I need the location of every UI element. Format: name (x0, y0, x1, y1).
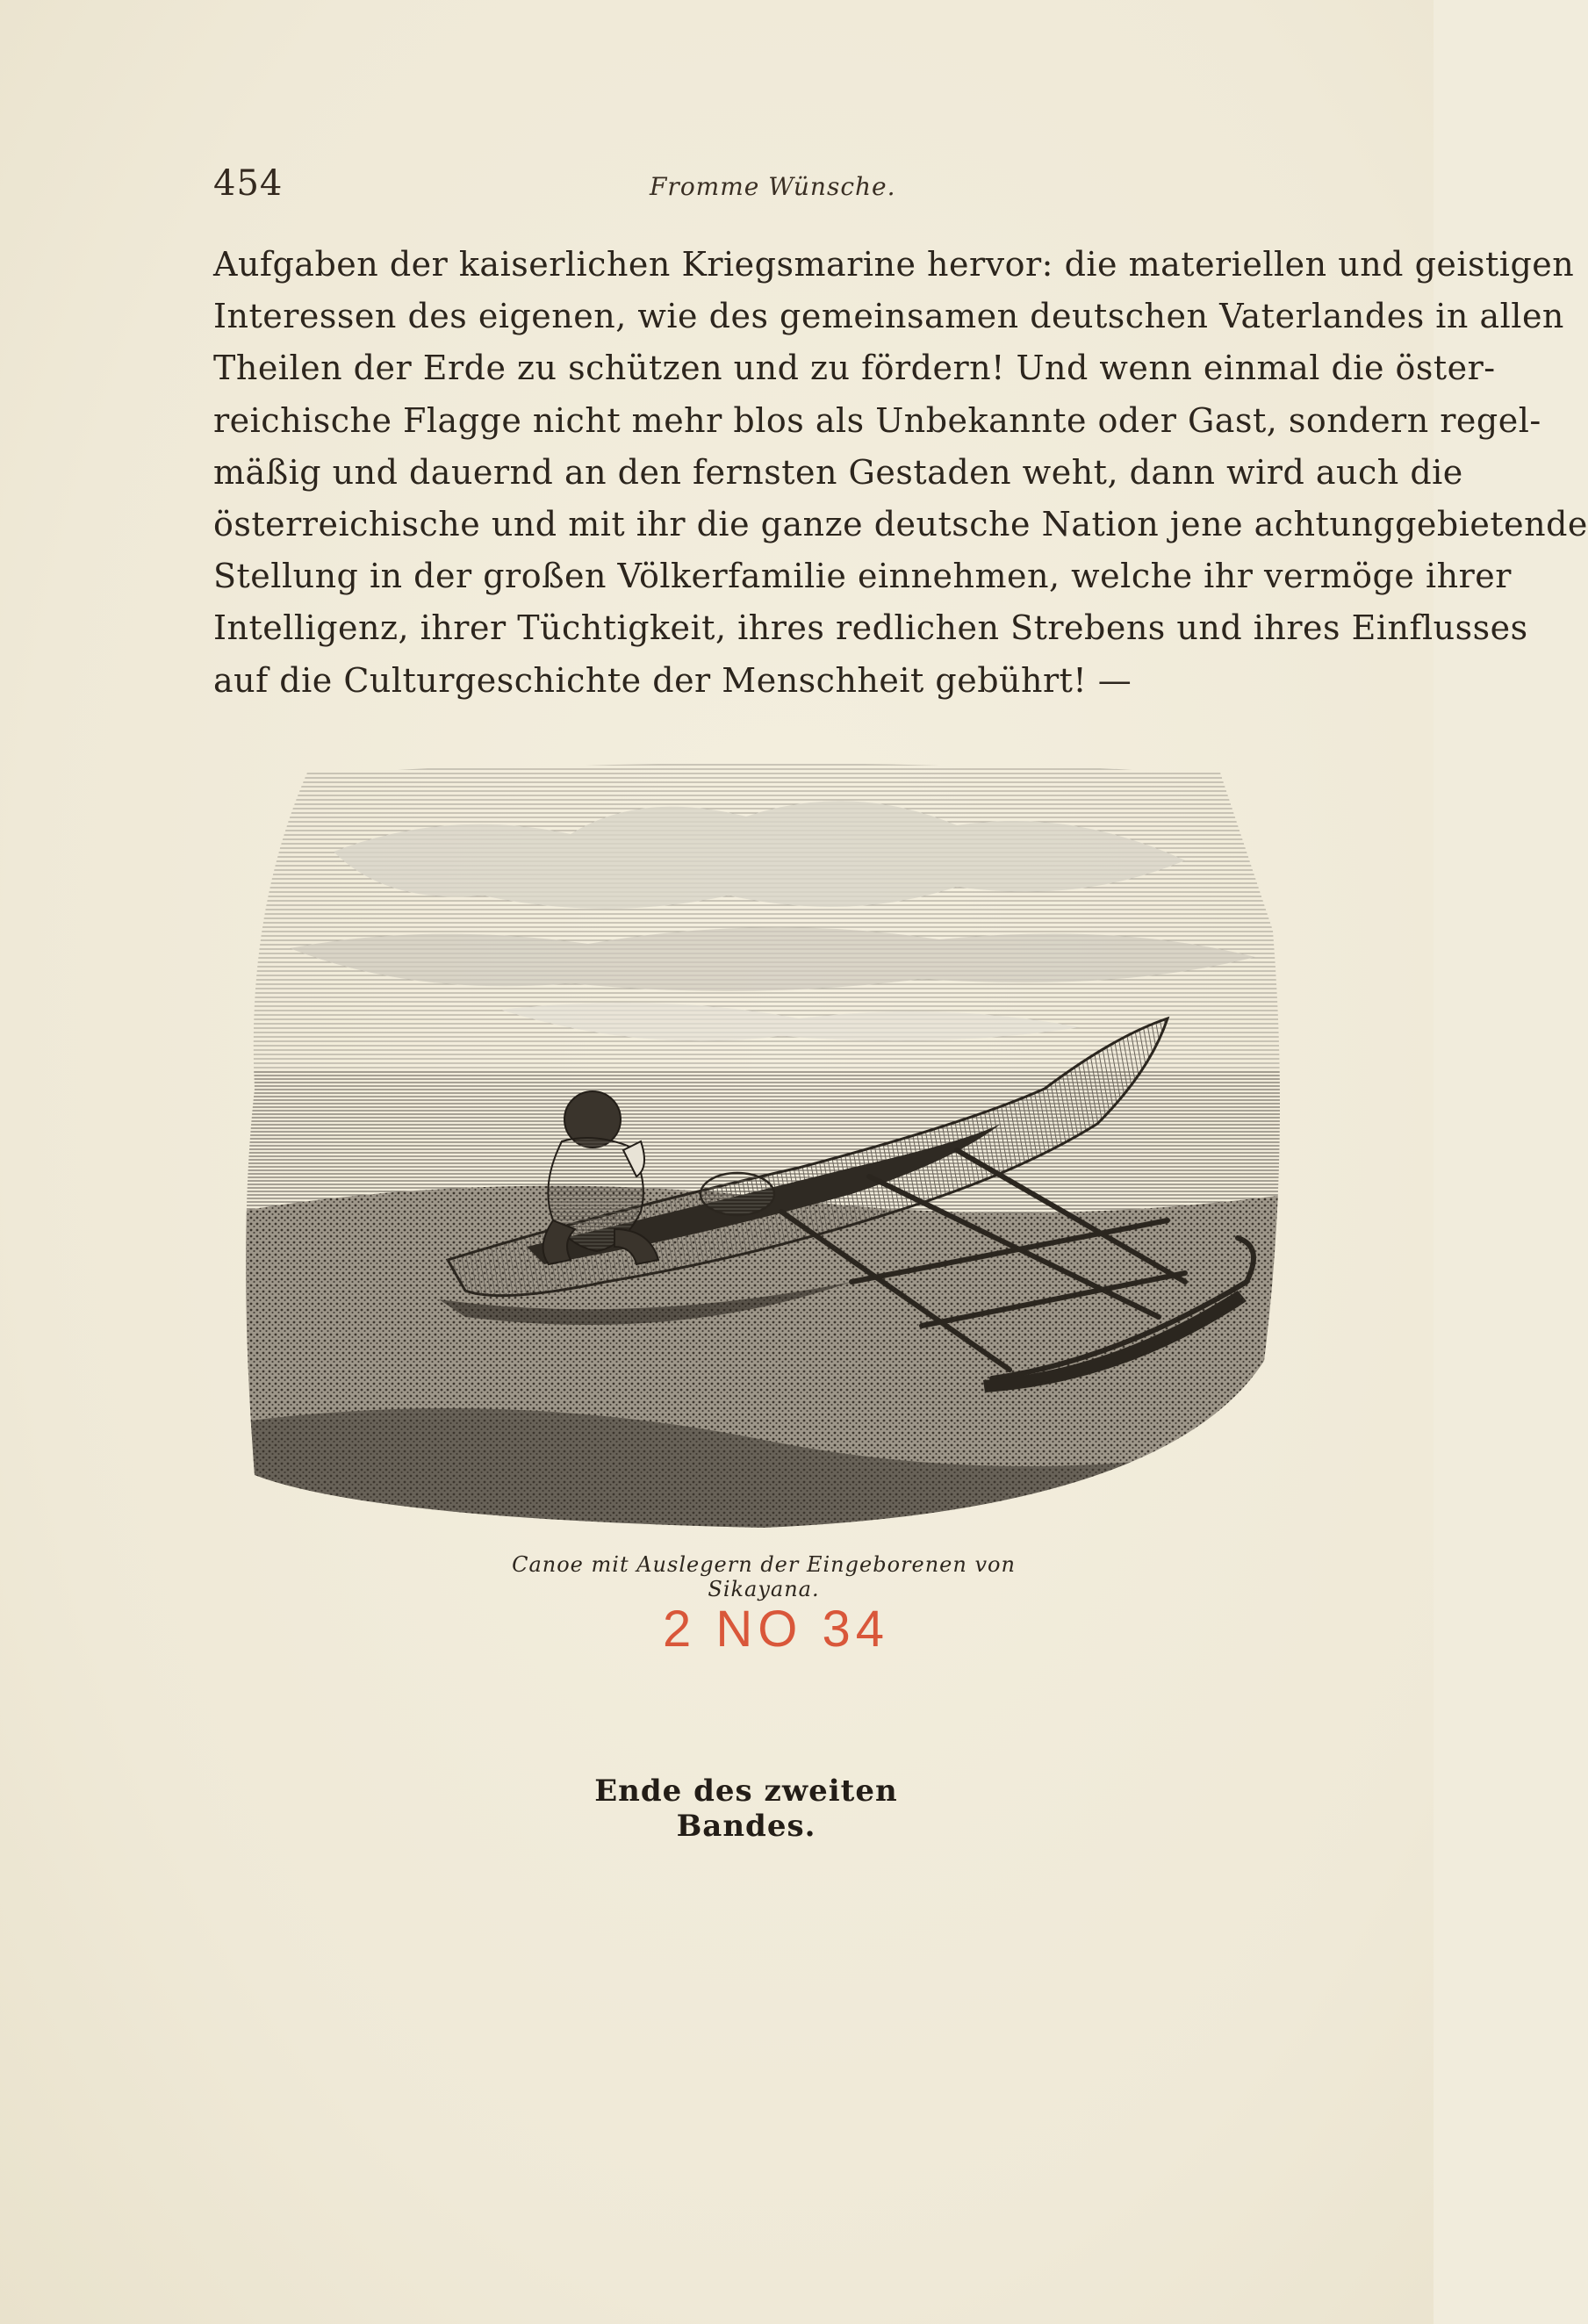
figure-caption: Canoe mit Auslegern der Eingeborenen von Sikayana. (512, 1552, 1016, 1601)
text-line: Theilen der Erde zu schützen und zu fördern! Und wenn einmal die öster- (213, 349, 1496, 388)
text-line: Stellung in der großen Völkerfamilie einnehmen, welche ihr vermöge ihrer (213, 557, 1512, 596)
body-paragraph (213, 239, 1588, 707)
text-line: Aufgaben der kaiserlichen Kriegsmarine hervor: die materiellen und geistigen (213, 245, 1575, 284)
text-line: reichische Flagge nicht mehr blos als Unbekannte oder Gast, sondern regel- (213, 400, 1541, 440)
running-title: Fromme Wünsche. (650, 172, 896, 201)
text-line: österreichische und mit ihr die ganze deutsche Nation jene achtunggebietende (213, 504, 1588, 543)
page-number: 454 (213, 163, 284, 204)
text-line: Intelligenz, ihrer Tüchtigkeit, ihres redlichen Strebens und ihres Einflusses (213, 608, 1528, 648)
end-of-volume-note: Ende des zweiten Bandes. (594, 1774, 898, 1844)
library-stamp: 2 NO 34 (663, 1601, 889, 1658)
engraving-illustration (237, 755, 1290, 1536)
text-line: auf die Culturgeschichte der Menschheit gebührt! — (213, 660, 1132, 700)
text-line: mäßig und dauernd an den fernsten Gestaden weht, dann wird auch die (213, 452, 1463, 492)
canoe-engraving-image (237, 755, 1290, 1536)
text-line: Interessen des eigenen, wie des gemeinsamen deutschen Vaterlandes in allen (213, 297, 1564, 336)
